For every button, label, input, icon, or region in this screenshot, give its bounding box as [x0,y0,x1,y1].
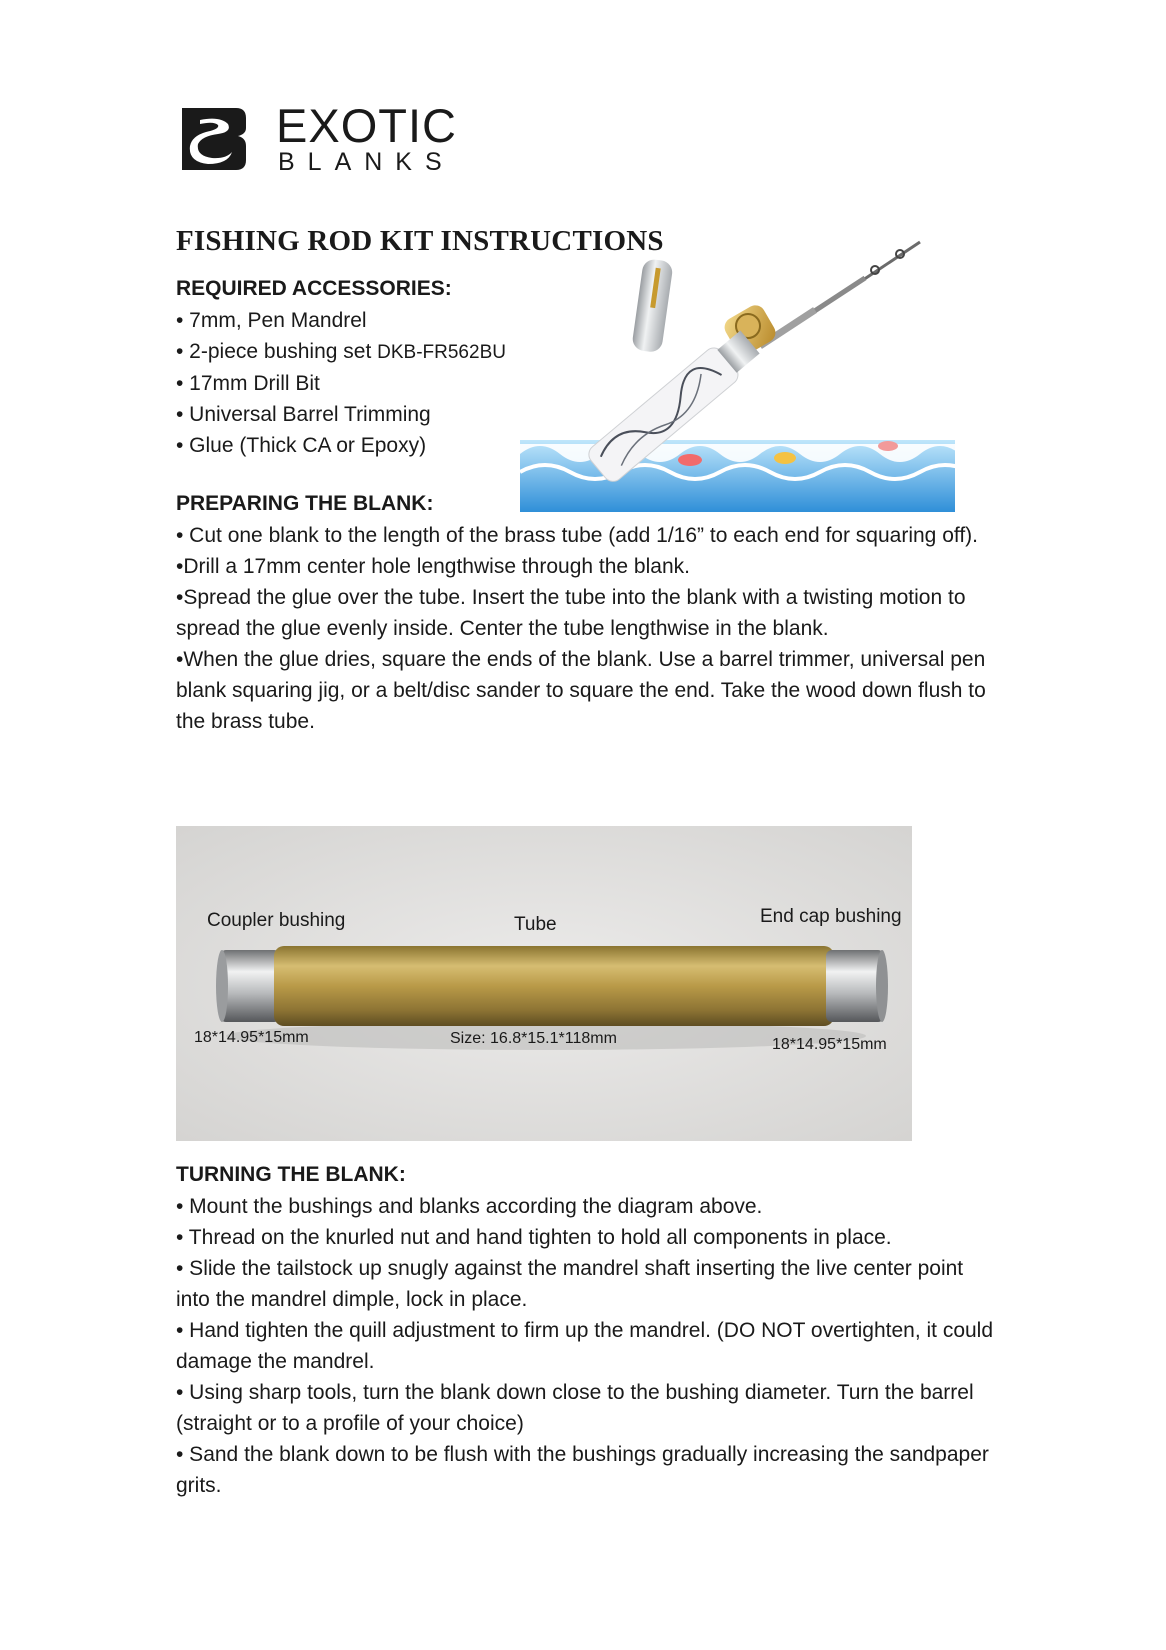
preparing-steps [176,520,991,737]
step-paragraph: • Slide the tailstock up snugly against the mandrel shaft inserting the live center point into the mandrel dimple, lock in place. [176,1257,964,1311]
step-paragraph: • Thread on the knurled nut and hand tighten to hold all components in place. [176,1226,892,1249]
step-paragraph: • Cut one blank to the length of the brass tube (add 1/16” to each end for squaring off). [176,524,978,547]
step-paragraph: • Using sharp tools, turn the blank down close to the bushing diameter. Turn the barrel (straight or to a profile of your choice) [176,1381,974,1435]
step-paragraph: • Hand tighten the quill adjustment to firm up the mandrel. (DO NOT overtighten, it could damage the mandrel. [176,1319,994,1373]
fishing-rod-pen-image [520,222,955,512]
accessories-heading: REQUIRED ACCESSORIES: [176,277,452,300]
step-paragraph: • Sand the blank down to be flush with the bushings gradually increasing the sandpaper grits. [176,1443,989,1497]
step-paragraph: • Mount the bushings and blanks according the diagram above. [176,1195,763,1218]
page-title: FISHING ROD KIT INSTRUCTIONS [176,225,664,257]
tube-label: Tube [514,914,557,935]
bushing-code: DKB-FR562BU [377,342,506,363]
coupler-bushing-label: Coupler bushing [207,910,346,931]
list-item: • 2-piece bushing set DKB-FR562BU [176,340,506,363]
accessories-list [176,305,506,461]
step-paragraph: •Drill a 17mm center hole lengthwise through the blank. [176,555,690,578]
list-item: • 7mm, Pen Mandrel [176,309,367,332]
turning-steps [176,1191,996,1501]
turning-heading: TURNING THE BLANK: [176,1163,406,1186]
brand-logo [176,99,476,176]
logo-word-exotic: EXOTIC [276,99,457,152]
exotic-blanks-logo-mark [176,104,248,172]
logo-word-blanks: BLANKS [278,148,455,176]
preparing-heading: PREPARING THE BLANK: [176,492,434,515]
list-item: • 17mm Drill Bit [176,372,320,395]
list-item: • Universal Barrel Trimming [176,403,431,426]
step-paragraph: •When the glue dries, square the ends of the blank. Use a barrel trimmer, universal pen blank squaring jig, or a belt/disc sander to square the end. Take the wood down flush to the brass tube. [176,648,986,733]
tube-size-label: Size: 16.8*15.1*118mm [450,1030,617,1047]
list-item: • Glue (Thick CA or Epoxy) [176,434,427,457]
tube-bushing-photo [176,826,912,1141]
step-paragraph: •Spread the glue over the tube. Insert the tube into the blank with a twisting motion to spread the glue evenly inside. Center the tube lengthwise in the blank. [176,586,966,640]
end-cap-bushing-label: End cap bushing [760,906,902,927]
end-cap-size-label: 18*14.95*15mm [772,1036,887,1053]
coupler-size-label: 18*14.95*15mm [194,1029,309,1046]
